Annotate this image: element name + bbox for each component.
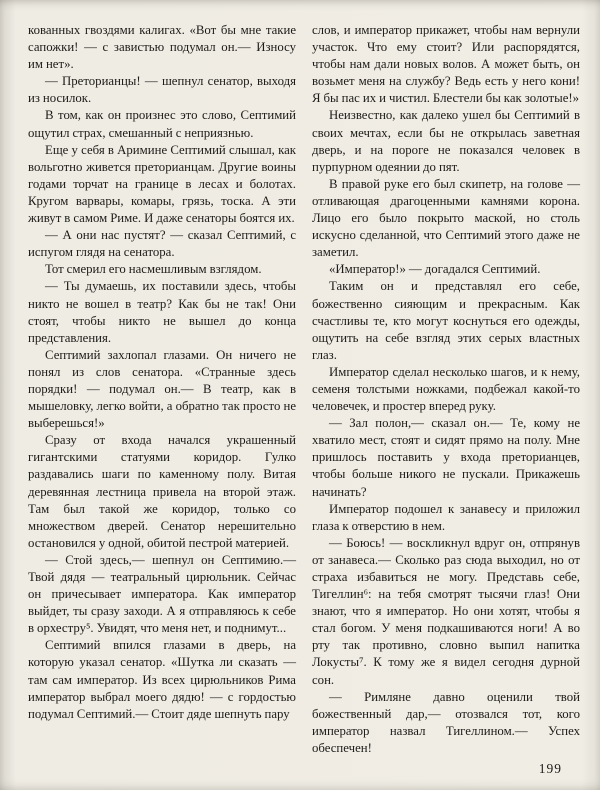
paragraph: Император подошел к занавесу и приложил глаза к отверстию в нем. — [312, 501, 580, 533]
paragraph: В том, как он произнес это слово, Септимий ощутил страх, смешанный с неприязнью. — [28, 108, 296, 140]
paragraph: Септимий впился глазами в дверь, на которую указал сенатор. «Шутка ли сказать — там сам император. Из всех цирюльников Рима император выбрал моего дядю! — с гордостью подумал Септимий.— Стоит дяде шепнуть пару — [28, 638, 296, 721]
paragraph: — Римляне давно оценили твой божественный дар,— отозвался тот, кого император назвал Тигеллином.— Успех обеспечен! — [312, 689, 580, 755]
paragraph: — Зал полон,— сказал он.— Те, кому не хватило мест, стоят и сидят прямо на полу. Мне пришлось поставить у входа преторианцев, чтобы больше никого не пускали. Прикажешь начинать? — [312, 416, 580, 499]
paragraph: — Стой здесь,— шепнул он Септимию.— Твой дядя — театральный цирюльник. Сейчас он причесывает императора. Как император выйдет, ты сразу заходи. А я отправляюсь к себе в орхестру⁵. Увидят, что меня нет, и поднимут... — [28, 552, 296, 636]
paragraph: — Ты думаешь, их поставили здесь, чтобы никто не вошел в театр? Как бы не так! Они стоят, чтобы никто не вышел до конца представления. — [28, 279, 296, 345]
column-right — [312, 22, 580, 757]
page-number: 199 — [538, 761, 562, 776]
paragraph: кованных гвоздями калигах. «Вот бы мне такие сапожки! — с завистью подумал он.— Износу им нет». — [28, 23, 296, 72]
paragraph: В правой руке его был скипетр, на голове — отливающая драгоценными камнями корона. Лицо его было покрыто маской, но столь искусно сделанной, что Септимий этого даже не заметил. — [312, 176, 580, 260]
paragraph: Еще у себя в Аримине Септимий слышал, как вольготно живется преторианцам. Другие воины годами торчат на границе в лесах и болотах. Кругом варвары, комары, грязь, тоска. А эти живут в самом Риме. И даже сенаторы боятся их. — [28, 142, 296, 226]
paragraph: Тот смерил его насмешливым взглядом. — [45, 262, 262, 277]
paragraph: «Император!» — догадался Септимий. — [329, 262, 541, 277]
column-left — [28, 22, 296, 757]
paragraph: — А они нас пустят? — сказал Септимий, с испугом глядя на сенатора. — [28, 228, 296, 260]
text-columns — [28, 22, 580, 757]
paragraph: — Боюсь! — воскликнул вдруг он, отпрянув от занавеса.— Сколько раз сюда выходил, но от страха избавиться не могу. Представь себе, Тигеллин⁶: на тебя смотрят тысячи глаз! Они знают, что я император. Но они хотят, чтобы я стал богом. У меня подкашиваются ноги! А во рту так противно, словно выпил напитка Локусты⁷. К тому же я видел сегодня дурной сон. — [312, 535, 580, 687]
paragraph: Септимий захлопал глазами. Он ничего не понял из слов сенатора. «Странные здесь порядки! — подумал он.— В театр, как в мышеловку, легко войти, а обратно так просто не выберешься!» — [28, 347, 296, 431]
paragraph: — Преторианцы! — шепнул сенатор, выходя из носилок. — [28, 74, 296, 106]
paragraph: Неизвестно, как далеко ушел бы Септимий в своих мечтах, если бы не открылась заветная дверь, и на пороге не показался человек в пурпурном одеянии до пят. — [312, 108, 580, 174]
paragraph: Император сделал несколько шагов, и к нему, семеня толстыми ножками, подбежал какой-то человечек, и простер вперед руку. — [312, 364, 580, 414]
paragraph: слов, и император прикажет, чтобы нам вернули участок. Что ему стоит? Или распорядятся, чтобы нам дали новых волов. А может быть, он возьмет меня на службу? Ведь есть у него кони! Я бы пас их и чистил. Блестели бы как золотые!» — [312, 23, 580, 106]
paragraph: Таким он и представлял его себе, божественно сияющим и прекрасным. Как счастливы те, кто могут коснуться его одежды, ощутить на себе взгляд этих серых властных глаз. — [312, 279, 580, 362]
paragraph: Сразу от входа начался украшенный гигантскими статуями коридор. Гулко раздавались шаги по каменному полу. Витая деревянная лестница привела на второй этаж. Там был такой же коридор, только со множеством дверей. Сенатор нерешительно остановился у одной, обитой пестрой материей. — [28, 433, 296, 550]
